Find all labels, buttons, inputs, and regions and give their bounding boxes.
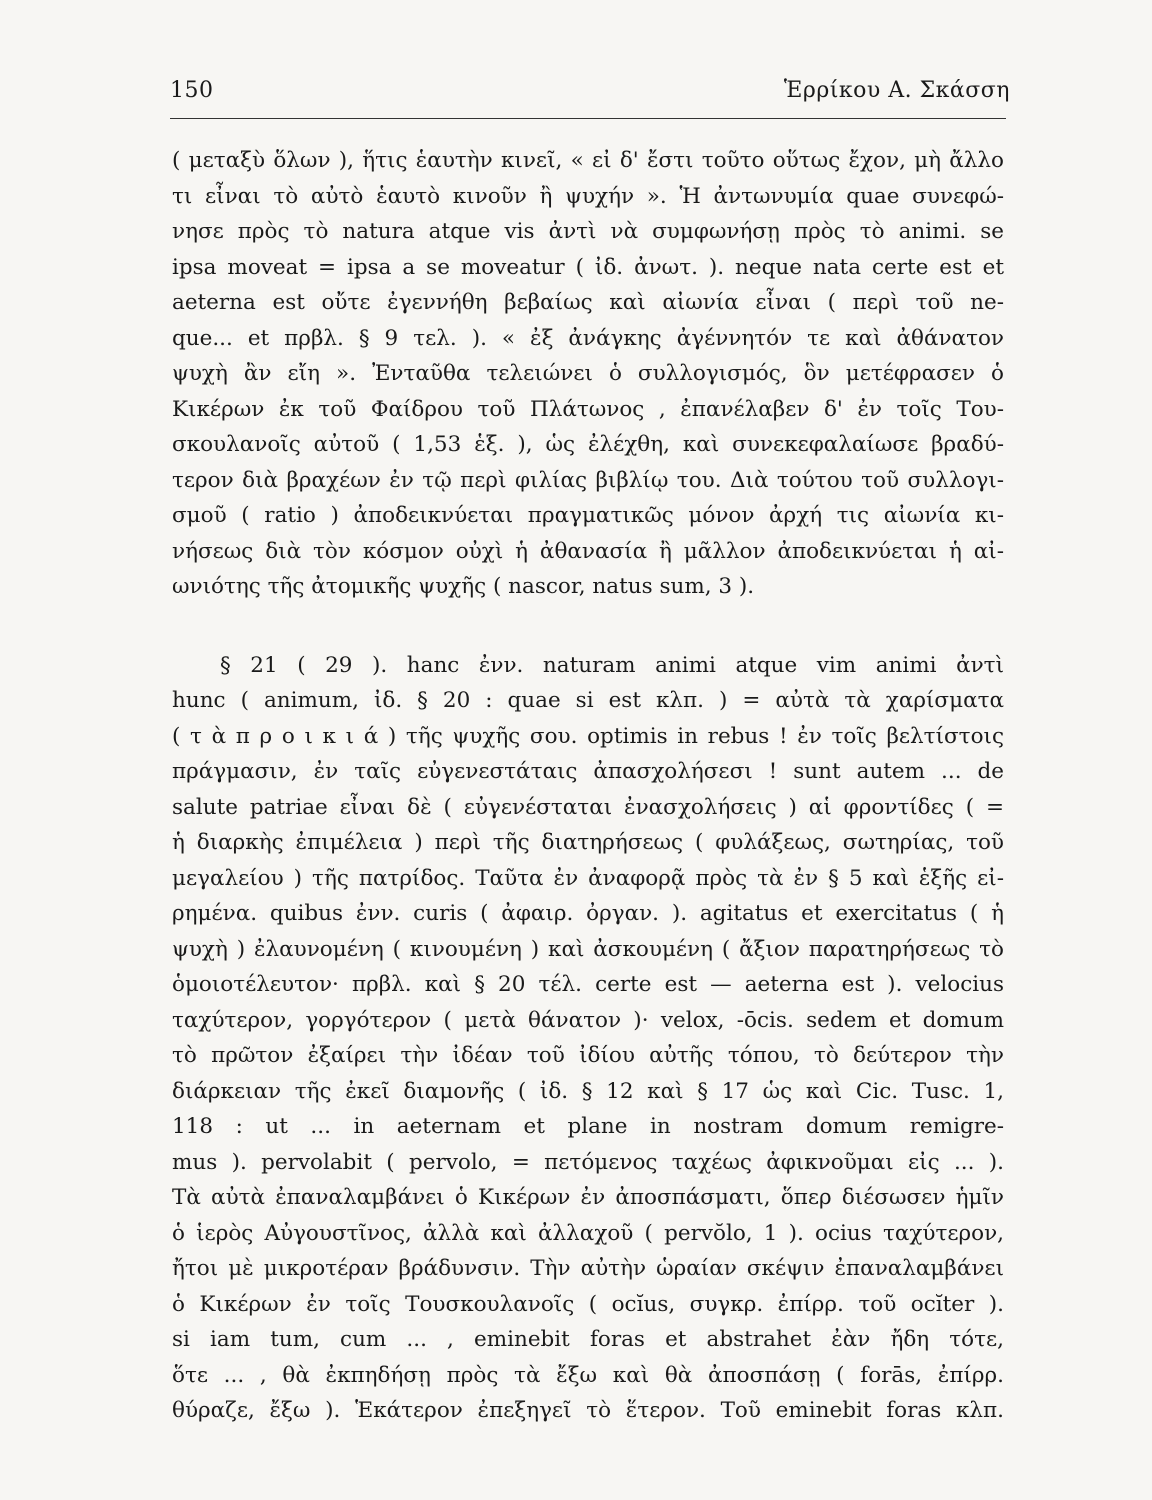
header-rule (170, 118, 1006, 119)
text-line: τερον διὰ βραχέων ἐν τῷ περὶ φιλίας βιβλίῳ του. Διὰ τούτου τοῦ συλλογι- (172, 467, 1004, 493)
text-line: πράγμασιν, ἐν ταῖς εὐγενεστάταις ἀπασχολήσεσι ! sunt autem ... de (172, 759, 1004, 784)
text-line: salute patriae εἶναι δὲ ( εὐγενέσταται ἐνασχολήσεις ) αἱ φροντίδες ( = (172, 794, 1004, 820)
text-line: διάρκειαν τῆς ἐκεῖ διαμονῆς ( ἰδ. § 12 καὶ § 17 ὡς καὶ Cic. Tusc. 1, (172, 1078, 1004, 1104)
text-line: τὸ πρῶτον ἐξαίρει τὴν ἰδέαν τοῦ ἰδίου αὐτῆς τόπου, τὸ δεύτερον τὴν (172, 1043, 1004, 1068)
text-line: ἡ διαρκὴς ἐπιμέλεια ) περὶ τῆς διατηρήσεως ( φυλάξεως, σωτηρίας, τοῦ (172, 830, 1004, 855)
text-line: ψυχὴ ) ἐλαυνομένη ( κινουμένη ) καὶ ἀσκουμένη ( ἄξιον παρατηρήσεως τὸ (172, 936, 1004, 962)
running-head: Ἑρρίκου Α. Σκάσση (783, 78, 1010, 103)
text-line: νησε πρὸς τὸ natura atque vis ἀντὶ νὰ συμφωνήσῃ πρὸς τὸ animi. se (172, 219, 1004, 244)
text-line: ωνιότης τῆς ἀτομικῆς ψυχῆς ( nascor, natus sum, 3 ). (172, 574, 755, 599)
text-line: σκουλανοῖς αὐτοῦ ( 1,53 ἑξ. ), ὡς ἐλέχθη, καὶ συνεκεφαλαίωσε βραδύ- (172, 432, 1004, 457)
text-line: ὁ ἱερὸς Αὐγουστῖνος, ἀλλὰ καὶ ἀλλαχοῦ ( pervŏlo, 1 ). ocius ταχύτερον, (172, 1220, 1004, 1246)
paragraph-gap (172, 605, 1004, 648)
paragraph-1 (172, 143, 1004, 605)
text-line: que... et πρβλ. § 9 τελ. ). « ἐξ ἀνάγκης ἀγέννητόν τε καὶ ἀθάνατον (172, 325, 1004, 351)
text-line: ὁμοιοτέλευτον· πρβλ. καὶ § 20 τέλ. certe est — aeterna est ). velocius (172, 972, 1004, 997)
text-line: ὅτε ... , θὰ ἐκπηδήσῃ πρὸς τὰ ἔξω καὶ θὰ ἀποσπάσῃ ( forās, ἐπίρρ. (172, 1362, 1004, 1388)
page-number: 150 (170, 78, 214, 103)
text-line: ταχύτερον, γοργότερον ( μετὰ θάνατον )· velox, -ōcis. sedem et domum (172, 1007, 1004, 1033)
text-line: μεγαλείου ) τῆς πατρίδος. Ταῦτα ἐν ἀναφορᾷ πρὸς τὰ ἐν § 5 καὶ ἑξῆς εἰ- (172, 865, 1004, 891)
text-line: ( μεταξὺ ὅλων ), ἥτις ἑαυτὴν κινεῖ, « εἰ δ' ἔστι τοῦτο οὕτως ἔχον, μὴ ἄλλο (172, 148, 1004, 173)
text-line: aeterna est οὔτε ἐγεννήθη βεβαίως καὶ αἰωνία εἶναι ( περὶ τοῦ ne- (172, 290, 1004, 315)
text-line: ρημένα. quibus ἐνν. curis ( ἀφαιρ. ὀργαν. ). agitatus et exercitatus ( ἡ (172, 901, 1004, 926)
text-line: Τὰ αὐτὰ ἐπαναλαμβάνει ὁ Κικέρων ἐν ἀποσπάσματι, ὅπερ διέσωσεν ἡμῖν (172, 1185, 1004, 1210)
text-line: 118 : ut ... in aeternam et plane in nostram domum remigre- (172, 1114, 1004, 1139)
page-header (170, 78, 1010, 112)
text-line: ἤτοι μὲ μικροτέραν βράδυνσιν. Τὴν αὐτὴν ὡραίαν σκέψιν ἐπαναλαμβάνει (172, 1256, 1004, 1281)
text-line: τι εἶναι τὸ αὐτὸ ἑαυτὸ κινοῦν ἢ ψυχήν ». Ἡ ἀντωνυμία quae συνεφώ- (172, 183, 1004, 209)
text-line: ὁ Κικέρων ἐν τοῖς Τουσκουλανοῖς ( ocĭus, συγκρ. ἐπίρρ. τοῦ ocĭter ). (172, 1291, 1004, 1317)
text-line: σμοῦ ( ratio ) ἀποδεικνύεται πραγματικῶς μόνον ἀρχή τις αἰωνία κι- (172, 503, 1004, 528)
text-line: § 21 ( 29 ). hanc ἐνν. naturam animi atque vim animi ἀντὶ (220, 652, 1004, 678)
text-line: ψυχὴ ἂν εἴη ». Ἐνταῦθα τελειώνει ὁ συλλογισμός, ὃν μετέφρασεν ὁ (172, 361, 1004, 386)
paragraph-2 (172, 648, 1004, 1429)
text-line: si iam tum, cum ... , eminebit foras et abstrahet ἐὰν ἤδη τότε, (172, 1327, 1004, 1352)
text-line: ipsa moveat = ipsa a se moveatur ( ἰδ. ἀνωτ. ). neque nata certe est et (172, 254, 1004, 280)
text-line: hunc ( animum, ἰδ. § 20 : quae si est κλπ. ) = αὐτὰ τὰ χαρίσματα (172, 688, 1004, 713)
text-line: θύραζε, ἔξω ). Ἑκάτερον ἐπεξηγεῖ τὸ ἕτερον. Τοῦ eminebit foras κλπ. (172, 1398, 1004, 1423)
text-line: mus ). pervolabit ( pervolo, = πετόμενος ταχέως ἀφικνοῦμαι εἰς ... ). (172, 1149, 1004, 1175)
text-line: Κικέρων ἐκ τοῦ Φαίδρου τοῦ Πλάτωνος , ἐπανέλαβεν δ' ἐν τοῖς Του- (172, 396, 1004, 422)
text-line: νήσεως διὰ τὸν κόσμον οὐχὶ ἡ ἀθανασία ἢ μᾶλλον ἀποδεικνύεται ἡ αἰ- (172, 538, 1004, 564)
text-line: ( τ ὰ π ρ ο ι κ ι ά ) τῆς ψυχῆς σου. optimis in rebus ! ἐν τοῖς βελτίστοις (172, 723, 1004, 749)
body-text (172, 143, 1004, 1429)
